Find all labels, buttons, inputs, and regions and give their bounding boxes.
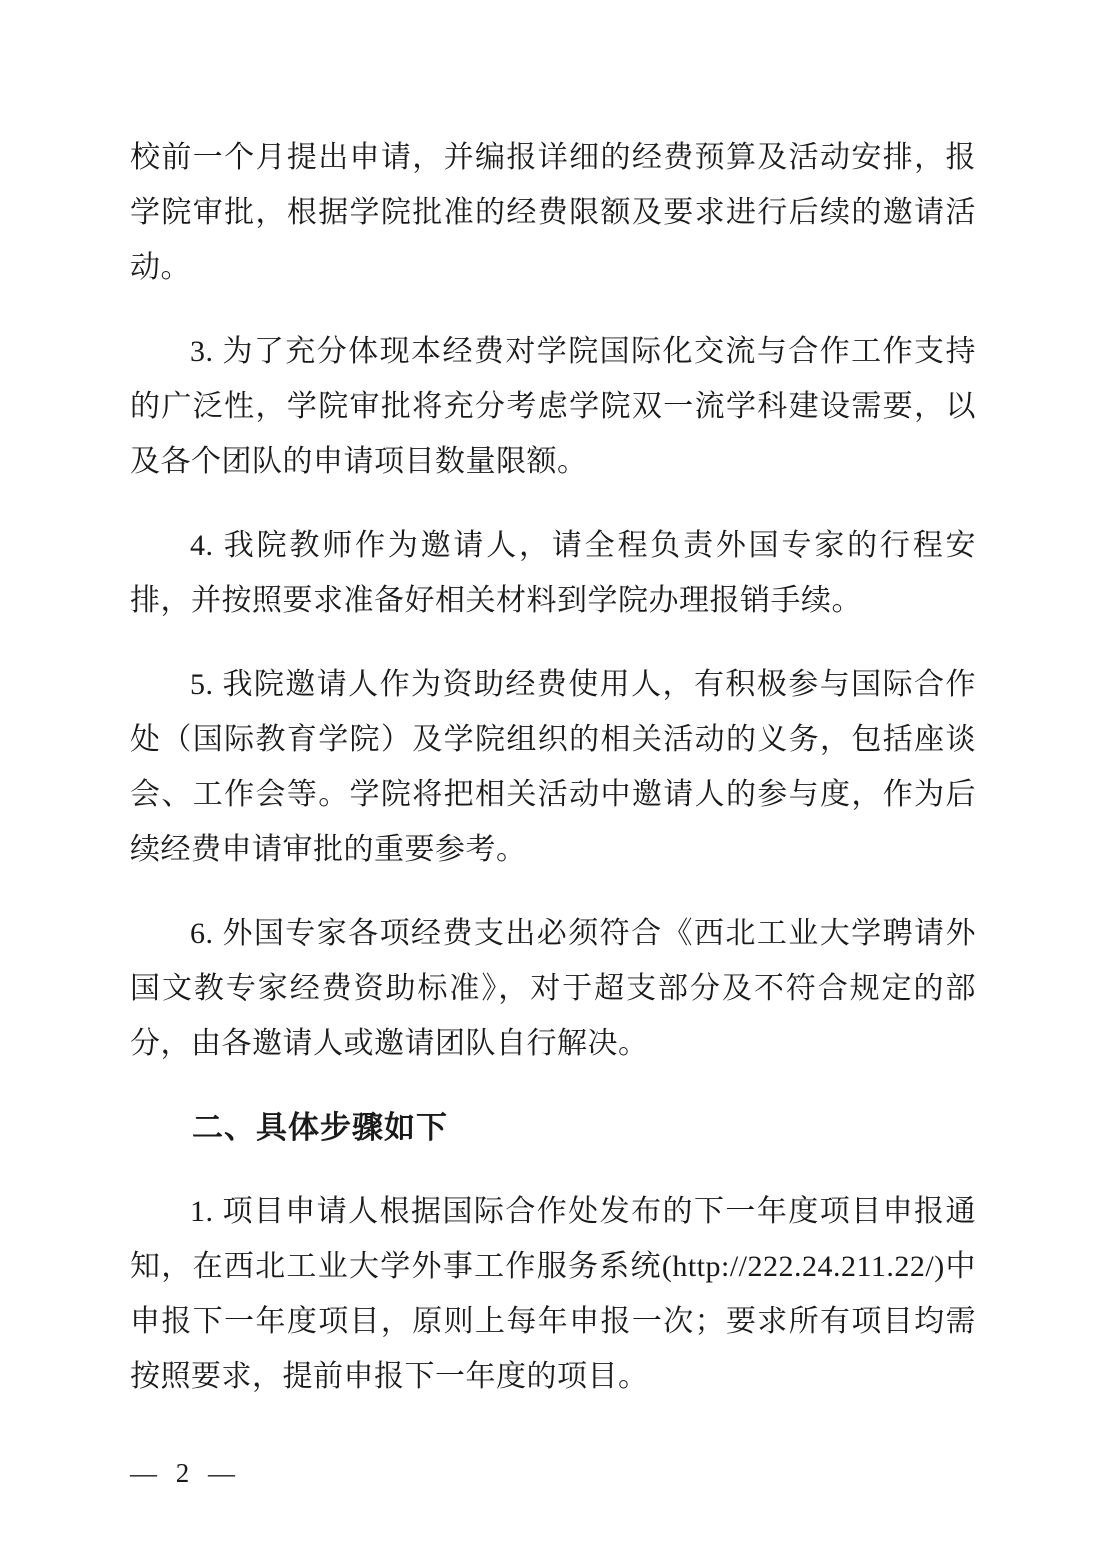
section-heading: 二、具体步骤如下 [192, 1110, 448, 1145]
paragraph-item-3: 3. 为了充分体现本经费对学院国际化交流与合作工作支持的广泛性，学院审批将充分考虑学院双一流学科建设需要，以及各个团队的申请项目数量限额。 [130, 335, 976, 478]
document-body [130, 130, 976, 1404]
paragraph-item-4: 4. 我院教师作为邀请人，请全程负责外国专家的行程安排，并按照要求准备好相关材料到学院办理报销手续。 [130, 529, 976, 617]
paragraph-continuation: 校前一个月提出申请，并编报详细的经费预算及活动安排，报学院审批，根据学院批准的经费限额及要求进行后续的邀请活动。 [130, 141, 976, 284]
paragraph-item-6: 6. 外国专家各项经费支出必须符合《西北工业大学聘请外国文教专家经费资助标准》，对于超支部分及不符合规定的部分，由各邀请人或邀请团队自行解决。 [130, 917, 976, 1060]
page-number: — 2 — [130, 1458, 241, 1488]
paragraph-step-1: 1. 项目申请人根据国际合作处发布的下一年度项目申报通知，在西北工业大学外事工作服务系统(http://222.24.211.22/)中申报下一年度项目，原则上每年申报一次；要求所有项目均需按照要求，提前申报下一年度的项目。 [130, 1195, 976, 1393]
paragraph-item-5: 5. 我院邀请人作为资助经费使用人，有积极参与国际合作处（国际教育学院）及学院组织的相关活动的义务，包括座谈会、工作会等。学院将把相关活动中邀请人的参与度，作为后续经费申请审批的重要参考。 [130, 668, 976, 866]
